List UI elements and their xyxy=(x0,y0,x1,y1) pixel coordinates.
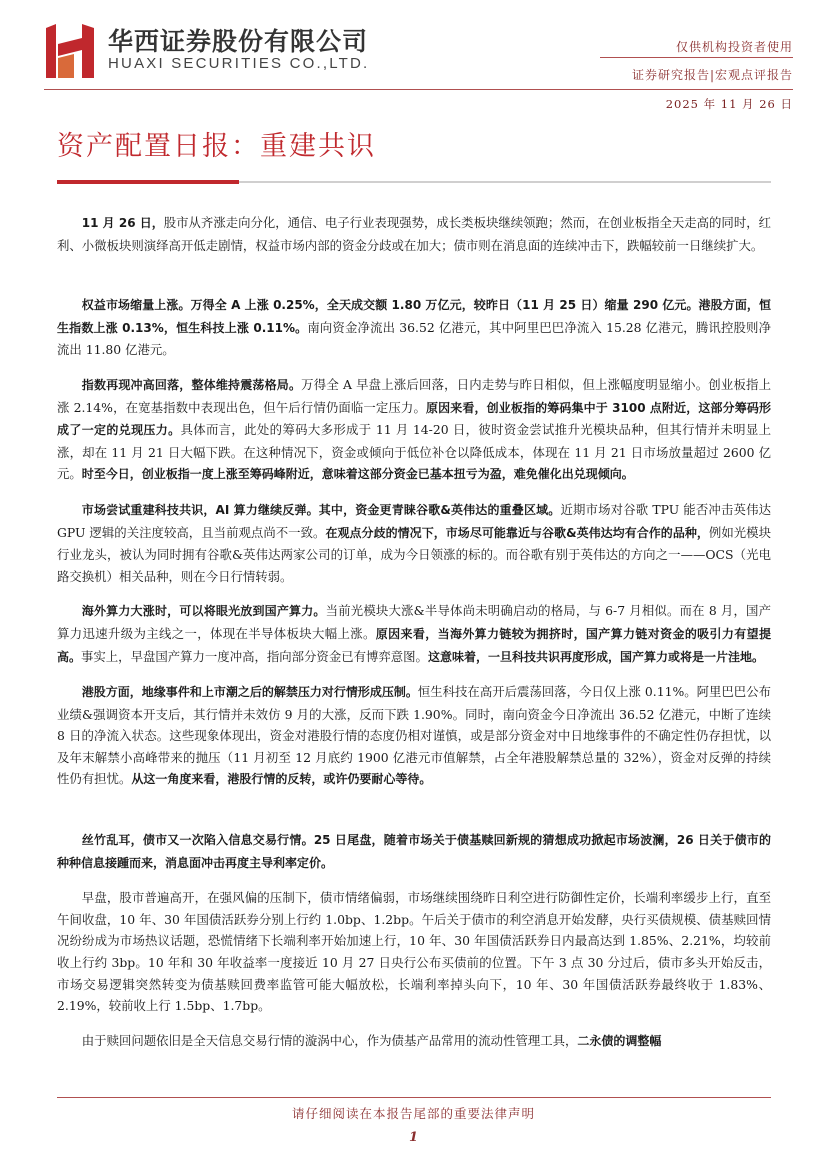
hk-headline: 港股方面，地缘事件和上市潮之后的解禁压力对行情形成压制。 xyxy=(81,685,418,700)
compute-headline: 海外算力大涨时，可以将眼光放到国产算力。 xyxy=(81,604,326,619)
company-name-en: HUAXI SECURITIES CO.,LTD. xyxy=(108,55,370,72)
summary-lead: 11 月 26 日， xyxy=(81,216,164,230)
compute-bold-2: 原因来看，当海外算力链较为拥挤时，国产算力链对资金的吸引力有望提高。 xyxy=(57,626,771,664)
summary-text: 股市从齐涨走向分化，通信、电子行业表现强势，成长类板块继续领跑；然而，在创业板指全天走高的同时，红利、小微板块则演绎高开低走剧情，权益市场内部的资金分歧或在加大；债市则在消息面的连续冲击下，跌幅较前一日继续扩大。 xyxy=(57,215,772,253)
tech-text-1: 近期市场对谷歌 TPU 能否冲击英伟达 GPU 逻辑的关注度较高，且当前观点尚不一致。 xyxy=(57,501,772,540)
paragraph-hk-stocks xyxy=(57,681,771,791)
paragraph-domestic-compute xyxy=(57,600,771,668)
redemption-text: 由于赎回问题依旧是全天信息交易行情的漩涡中心，作为债基产品常用的流动性管理工具， xyxy=(81,1032,578,1048)
equity-volume-text: 南向资金净流出 36.52 亿港元，其中阿里巴巴净流入 15.28 亿港元，腾讯控股则净流出 11.80 亿港元。 xyxy=(57,319,771,358)
compute-bold-3: 这意味着，一旦科技共识再度形成，国产算力或将是一片洼地。 xyxy=(427,649,764,664)
page-title: 资产配置日报：重建共识 xyxy=(57,131,376,162)
bond-headline: 丝竹乱耳，债市又一次陷入信息交易行情。25 日尾盘，随着市场关于债基赎回新规的猜想成功掀起市场波澜，26 日关于债市的种种信息接踵而来，消息面冲击再度主导利率定价。 xyxy=(57,833,771,870)
paragraph-tech-consensus xyxy=(57,499,771,587)
equity-volume-headline: 权益市场缩量上涨。万得全 A 上涨 0.25%，全天成交额 1.80 万亿元，较昨日（11 月 25 日）缩量 290 亿元。港股方面，恒生指数上涨 0.13%，恒生科技上涨 0.11%。 xyxy=(57,298,771,335)
index-headline: 指数再现冲高回落，整体维持震荡格局。 xyxy=(81,377,302,392)
paragraph-bond-market xyxy=(57,829,771,874)
index-text-1: 万得全 A 早盘上涨后回落，日内走势与昨日相似，但上涨幅度明显缩小。创业板指上涨 2.14%，在宽基指数中表现出色，但午后行情仍面临一定压力。 xyxy=(57,376,771,415)
paragraph-summary xyxy=(57,212,771,256)
title-underline-accent xyxy=(57,180,239,184)
header-divider xyxy=(600,57,793,58)
paragraph-bond-intraday xyxy=(57,887,771,1017)
index-bold-2: 原因来看，创业板指的筹码集中于 3100 点附近，这部分筹码形成了一定的兑现压力。 xyxy=(57,400,771,438)
footer-rule xyxy=(57,1097,771,1098)
header-rule xyxy=(44,89,793,90)
redemption-bold: 二永债的调整幅 xyxy=(577,1033,662,1048)
company-name-cn: 华西证券股份有限公司 xyxy=(108,27,369,56)
index-bold-3: 时至今日，创业板指一度上涨至筹码峰附近，意味着这部分资金已基本扭亏为盈，难免催化出兑现倾向。 xyxy=(81,467,634,482)
index-text-2: 具体而言，此处的筹码大多形成于 11 月 14-20 日，彼时资金尝试推升光模块品种，但其行情并未明显上涨，却在 11 月 21 日大幅下跌。在这种情况下，资金或倾向于低位补仓以降低成本，体现在 11 月 21 日市场放量超过 2600 亿元。 xyxy=(57,422,771,482)
compute-text-1: 当前光模块大涨&半导体尚未明确启动的格局，与 6-7 月相似。而在 8 月，国产算力迅速升级为主线之一，体现在半导体板块大幅上涨。 xyxy=(57,603,771,641)
page-number: 1 xyxy=(408,1130,419,1145)
paragraph-equity-volume xyxy=(57,294,771,361)
tech-headline: 市场尝试重建科技共识，AI 算力继续反弹。其中，资金更青睐谷歌&英伟达的重叠区域。 xyxy=(81,502,561,517)
legal-disclaimer-note: 请仔细阅读在本报告尾部的重要法律声明 xyxy=(291,1106,535,1121)
report-category: 证券研究报告|宏观点评报告 xyxy=(631,68,793,82)
bond-intraday-text: 早盘，股市普遍高开，在强风偏的压制下，债市情绪偏弱，市场继续围绕昨日利空进行防御性定价，长端利率缓步上行，直至午间收盘，10 年、30 年国债活跃券分别上行约 1.0bp、1.2bp。午后关于债市的利空消息开始发酵，央行买债规模、债基赎回情况纷纷成为市场热议话题，恐慌情绪下长端利率开始加速上行，10 年、30 年国债活跃券日内最高达到 1.85%、2.21%，均较前收上行约 3bp。10 年和 30 年收益率一度接近 10 月 27 日央行公布买债前的位置。下午 3 点 30 分过后，债市多头开始反击，市场交易逻辑突然转变为债基赎回费率监管可能大幅放松，长端利率掉头向下，10 年、30 年国债活跃券最终收于 1.83%、2.19%，较前收上行 1.5bp、1.7bp。 xyxy=(57,890,771,1014)
report-date: 2025 年 11 月 26 日 xyxy=(665,97,793,111)
tech-bold-2: 在观点分歧的情况下，市场尽可能靠近与谷歌&英伟达均有合作的品种， xyxy=(325,525,709,540)
tech-text-2: 例如光模块行业龙头，被认为同时拥有谷歌&英伟达两家公司的订单，成为今日领涨的标的。而谷歌有别于英伟达的方向之一——OCS（光电路交换机）相关品种，则在今日行情转弱。 xyxy=(57,524,771,584)
audience-note: 仅供机构投资者使用 xyxy=(675,40,793,54)
paragraph-redemption xyxy=(57,1030,771,1053)
huaxi-logo-icon xyxy=(44,22,96,80)
report-body xyxy=(57,212,771,1052)
title-underline xyxy=(239,181,771,183)
hk-text: 恒生科技在高开后震荡回落，今日仅上涨 0.11%。阿里巴巴公布业绩&强调资本开支后，其行情并未效仿 9 月的大涨，反而下跌 1.90%。同时，南向资金今日净流出 36.52 亿港元，中断了连续 8 日的净流入状态。这些现象体现出，资金对港股行情的态度仍相对谨慎，或是部分资金对中日地缘事件的不确定性仍存担忧，以及年末解禁小高峰带来的抛压（11 月初至 12 月底约 1900 亿港元市值解禁，占全年港股解禁总量的 32%），资金对反弹的持续性仍有担忧。 xyxy=(57,684,771,787)
hk-bold-2: 从这一角度来看，港股行情的反转，或许仍要耐心等待。 xyxy=(131,772,432,787)
paragraph-index-pullback xyxy=(57,374,771,486)
compute-text-2: 事实上，早盘国产算力一度冲高，指向部分资金已有博弈意图。 xyxy=(81,648,428,664)
